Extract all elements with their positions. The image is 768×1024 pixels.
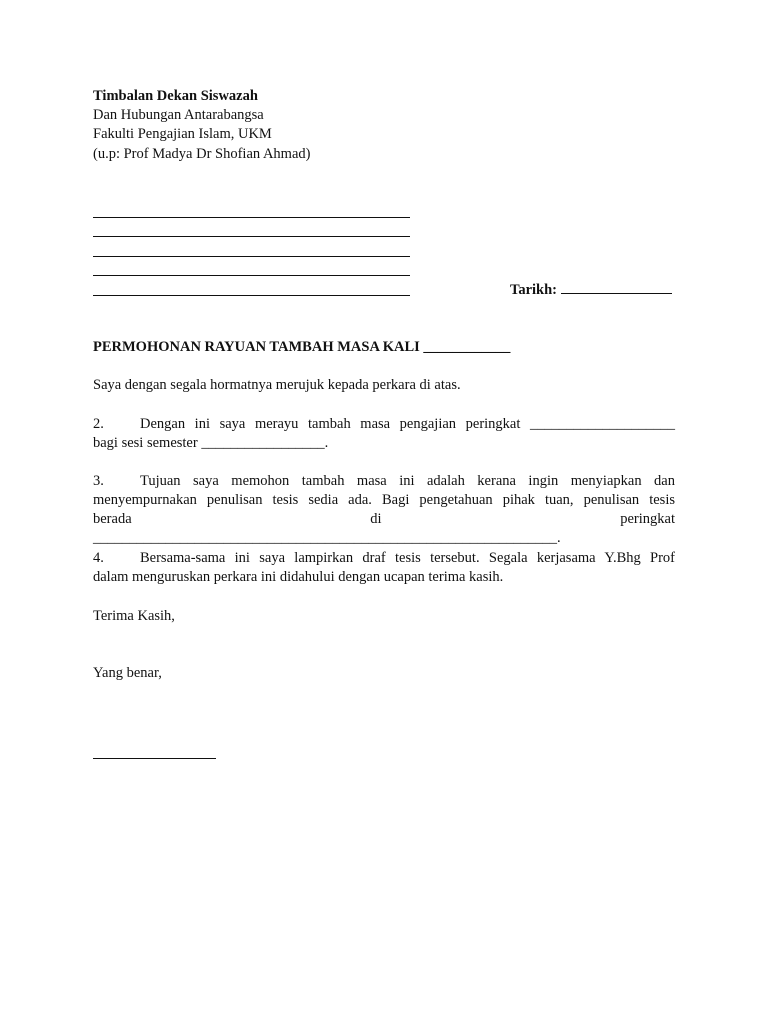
paragraph-2-line-2: bagi sesi semester _________________. — [93, 435, 329, 451]
signature-line — [93, 758, 216, 759]
paragraph-2-line-1: 2. Dengan ini saya merayu tambah masa pengajian peringkat ____________________ — [93, 416, 675, 432]
paragraph-3-line-1: 3. Tujuan saya memohon tambah masa ini adalah kerana ingin menyiapkan dan — [93, 473, 675, 489]
paragraph-4-line-1: 4. Bersama-sama ini saya lampirkan draf tesis tersebut. Segala kerjasama Y.Bhg Prof — [93, 550, 675, 566]
paragraph-3-line-2: menyempurnakan penulisan tesis sedia ada. Bagi pengetahuan pihak tuan, penulisan tesis — [93, 492, 675, 508]
date-blank-line — [561, 281, 672, 294]
paragraph-4 — [93, 549, 675, 587]
paragraph-3-number: 3. — [93, 473, 104, 489]
closing-sign-off: Yang benar, — [93, 665, 162, 681]
date-label: Tarikh: — [510, 282, 558, 298]
paragraph-4-number: 4. — [93, 550, 104, 566]
paragraph-2-number: 2. — [93, 416, 104, 432]
sender-address-line-4 — [93, 275, 410, 276]
paragraph-3-line-3: berada di peringkat ________________________________________________________________. — [93, 511, 675, 546]
letter-subject: PERMOHONAN RAYUAN TAMBAH MASA KALI ____________ — [93, 339, 511, 355]
recipient-attention: (u.p: Prof Madya Dr Shofian Ahmad) — [93, 146, 311, 162]
sender-address-line-3 — [93, 256, 410, 257]
paragraph-4-line-2: dalam menguruskan perkara ini didahului dengan ucapan terima kasih. — [93, 569, 504, 585]
sender-address-line-5 — [93, 295, 410, 296]
recipient-department: Dan Hubungan Antarabangsa — [93, 107, 264, 123]
paragraph-3 — [93, 472, 675, 546]
date-field — [510, 281, 672, 300]
recipient-faculty: Fakulti Pengajian Islam, UKM — [93, 126, 272, 142]
sender-address-line-1 — [93, 217, 410, 218]
closing-thanks: Terima Kasih, — [93, 608, 175, 624]
opening-paragraph: Saya dengan segala hormatnya merujuk kepada perkara di atas. — [93, 377, 461, 393]
paragraph-2 — [93, 415, 675, 453]
sender-address-line-2 — [93, 236, 410, 237]
recipient-title: Timbalan Dekan Siswazah — [93, 88, 258, 104]
